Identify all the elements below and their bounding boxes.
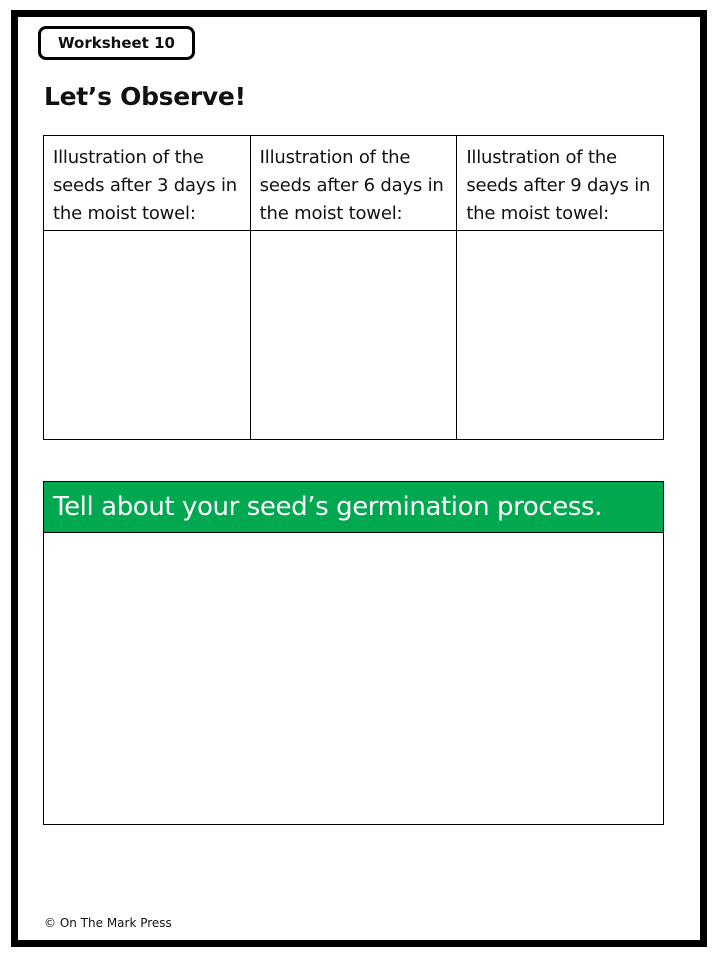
germination-prompt-box [43,481,664,825]
observation-table [43,135,664,440]
column-header-day-9: Illustration of the seeds after 9 days in the moist towel: [457,136,664,231]
page-title: Let’s Observe! [44,82,246,111]
worksheet-number-label: Worksheet 10 [38,26,195,60]
column-header-day-6: Illustration of the seeds after 6 days in the moist towel: [250,136,457,231]
observation-drawing-row [44,231,664,440]
prompt-heading: Tell about your seed’s germination process. [44,482,663,533]
writing-area[interactable] [44,533,663,824]
drawing-area-day-6[interactable] [250,231,457,440]
copyright-footer: © On The Mark Press [44,916,172,930]
drawing-area-day-9[interactable] [457,231,664,440]
observation-header-row [44,136,664,231]
drawing-area-day-3[interactable] [44,231,251,440]
column-header-day-3: Illustration of the seeds after 3 days in the moist towel: [44,136,251,231]
